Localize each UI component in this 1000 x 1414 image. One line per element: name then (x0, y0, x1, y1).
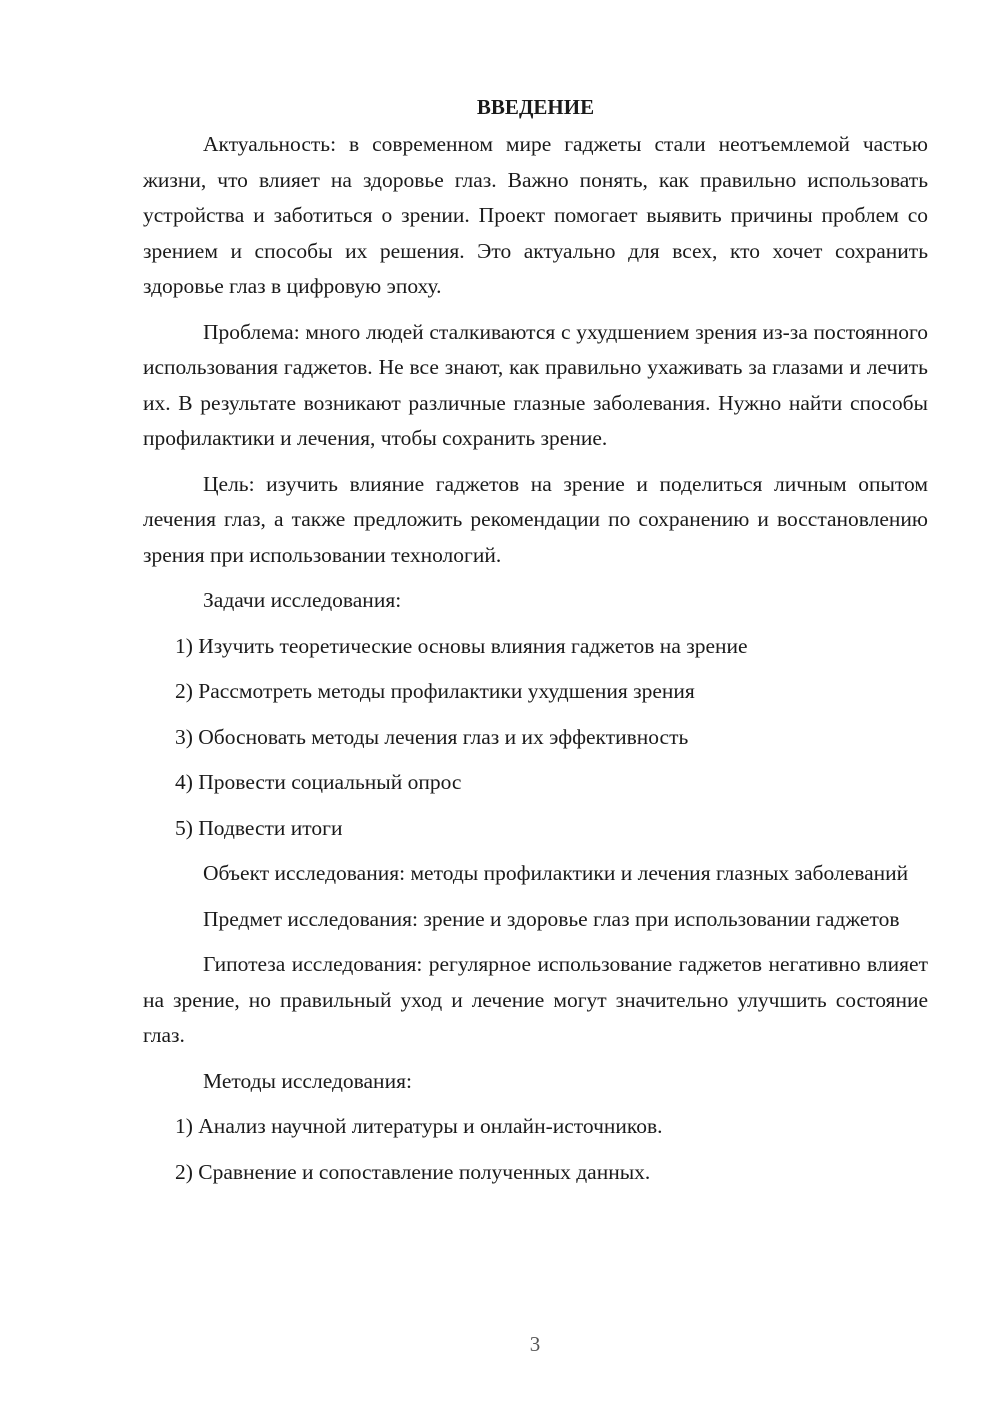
methods-heading: Методы исследования: (203, 1068, 412, 1093)
document-page (143, 90, 928, 1200)
page-number: 3 (529, 1332, 541, 1356)
goal-paragraph: Цель: изучить влияние гаджетов на зрение и поделиться личным опытом лечения глаз, а также предложить рекомендации по сохранению и восстановлению зрения при использовании технологий. (143, 471, 928, 567)
object-paragraph: Объект исследования: методы профилактики и лечения глазных заболеваний (203, 861, 909, 885)
task-item-1: 1) Изучить теоретические основы влияния гаджетов на зрение (175, 633, 748, 658)
task-item-5: 5) Подвести итоги (175, 815, 343, 840)
task-item-2: 2) Рассмотреть методы профилактики ухудшения зрения (175, 679, 695, 703)
relevance-paragraph: Актуальность: в современном мире гаджеты стали неотъемлемой частью жизни, что влияет на здоровье глаз. Важно понять, как правильно использовать устройства и заботиться о зрении. Проект помогает выявить причины проблем со зрением и способы их решения. Это актуально для всех, кто хочет сохранить здоровье глаз в цифровую эпоху. (143, 132, 928, 298)
method-item-2: 2) Сравнение и сопоставление полученных данных. (175, 1159, 651, 1184)
subject-paragraph: Предмет исследования: зрение и здоровье глаз при использовании гаджетов (203, 906, 900, 931)
page-title: ВВЕДЕНИЕ (476, 95, 595, 119)
method-item-1: 1) Анализ научной литературы и онлайн-источников. (175, 1114, 663, 1138)
problem-paragraph: Проблема: много людей сталкиваются с ухудшением зрения из-за постоянного использования гаджетов. Не все знают, как правильно ухаживать за глазами и лечить их. В результате возникают различные глазные заболевания. Нужно найти способы профилактики и лечения, чтобы сохранить зрение. (143, 319, 928, 450)
task-item-4: 4) Провести социальный опрос (175, 770, 462, 794)
hypothesis-paragraph: Гипотеза исследования: регулярное использование гаджетов негативно влияет на зрение, но правильный уход и лечение могут значительно улучшить состояние глаз. (143, 952, 928, 1047)
tasks-heading: Задачи исследования: (203, 588, 402, 612)
task-item-3: 3) Обосновать методы лечения глаз и их эффективность (175, 724, 689, 749)
